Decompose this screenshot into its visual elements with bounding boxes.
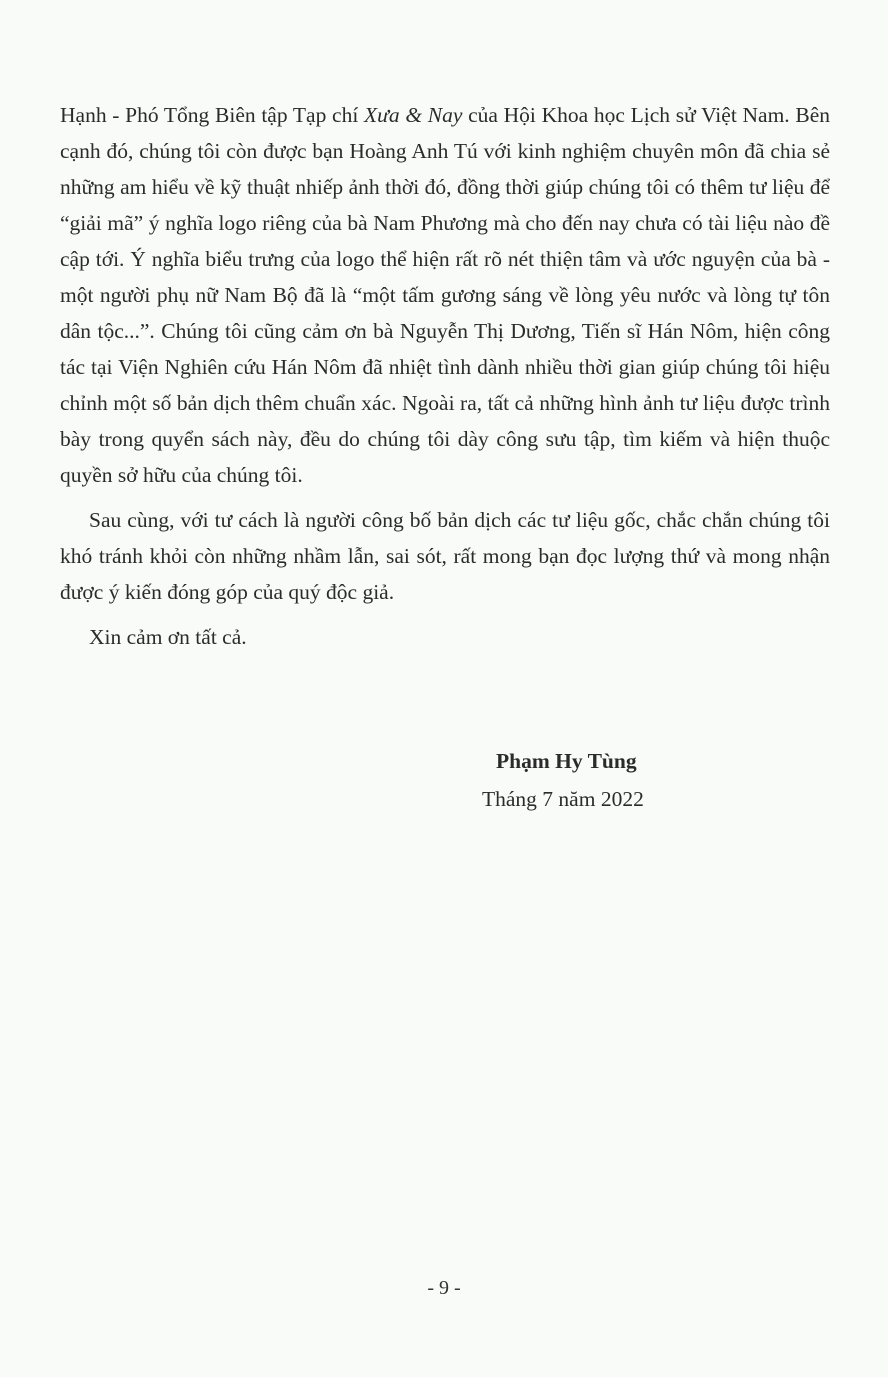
signature-date: Tháng 7 năm 2022 [482,787,644,811]
paragraph-closing: Sau cùng, với tư cách là người công bố bản dịch các tư liệu gốc, chắc chắn chúng tôi khó tránh khỏi còn những nhầm lẫn, sai sót, rất mong bạn đọc lượng thứ và mong nhận được ý kiến đóng góp của quý độc giả. [60,508,830,604]
paragraph-thanks: Xin cảm ơn tất cả. [89,625,247,649]
signature-block [482,742,782,818]
paragraph-text: của Hội Khoa học Lịch sử Việt Nam. Bên cạnh đó, chúng tôi còn được bạn Hoàng Anh Tú với kinh nghiệm chuyên môn đã chia sẻ những am hiểu về kỹ thuật nhiếp ảnh thời đó, đồng thời giúp chúng tôi có thêm tư liệu để “giải mã” ý nghĩa logo riêng của bà Nam Phương mà cho đến nay chưa có tài liệu nào đề cập tới. Ý nghĩa biểu trưng của logo thể hiện rất rõ nét thiện tâm và ước nguyện của bà - một người phụ nữ Nam Bộ đã là “một tấm gương sáng về lòng yêu nước và lòng tự tôn dân tộc...”. Chúng tôi cũng cảm ơn bà Nguyễn Thị Dương, Tiến sĩ Hán Nôm, hiện công tác tại Viện Nghiên cứu Hán Nôm đã nhiệt tình dành nhiều thời gian giúp chúng tôi hiệu chỉnh một số bản dịch thêm chuẩn xác. Ngoài ra, tất cả những hình ảnh tư liệu được trình bày trong quyển sách này, đều do chúng tôi dày công sưu tập, tìm kiếm và hiện thuộc quyền sở hữu của chúng tôi. [60,103,831,487]
magazine-title: Xưa & Nay [364,103,463,127]
page-number: - 9 - [427,1277,461,1299]
paragraph-acknowledgements [60,97,830,493]
author-name: Phạm Hy Tùng [496,749,637,773]
paragraph-text: Hạnh - Phó Tổng Biên tập Tạp chí [60,103,365,127]
body-text [60,97,830,655]
